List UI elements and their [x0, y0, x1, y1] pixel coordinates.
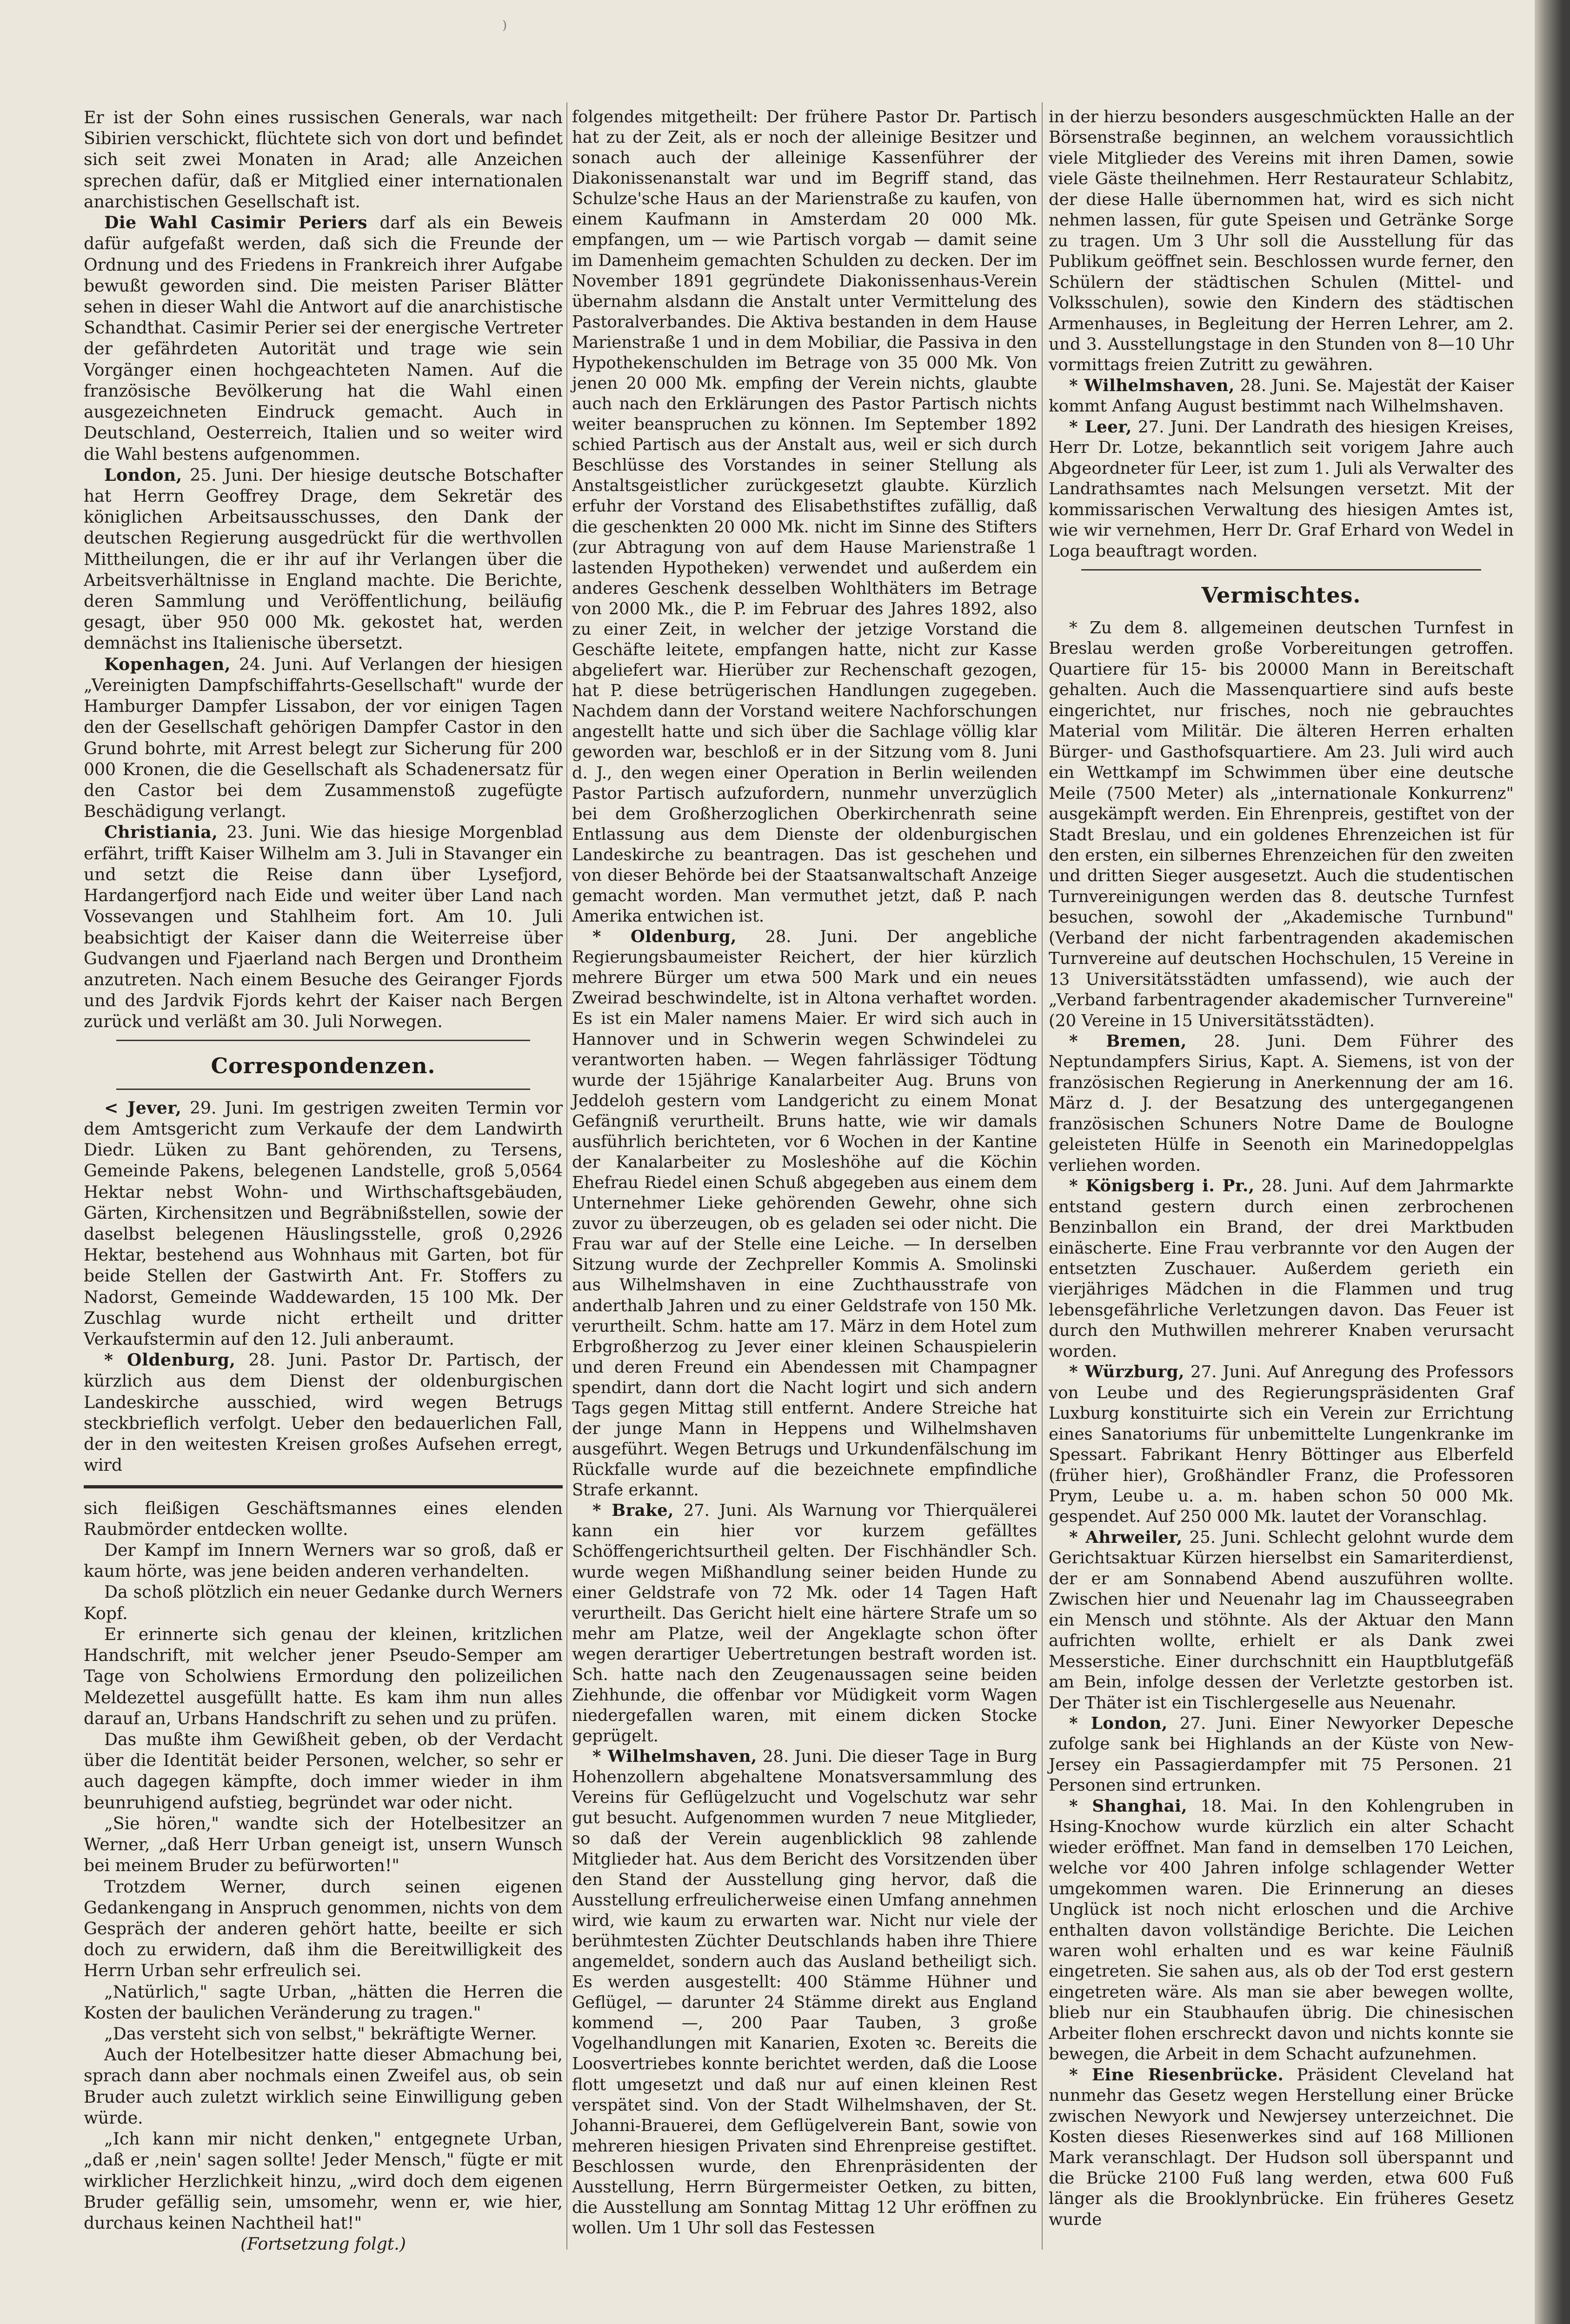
- article: [1049, 376, 1514, 417]
- article-text: folgendes mitgetheilt: Der frühere Pastor Dr. Partisch hat zu der Zeit, als er noch der alleinige Besitzer und sonach auch der alleinige Kassenführer der Diakonissenanstalt war und im Begriff stand, das Schulze'sche Haus an der Marienstraße zu kaufen, von einem Kaufmann in Amsterdam 20 000 Mk. empfangen, um — wie Partisch vorgab — damit seine im Damenheim gemachten Schulden zu decken. Der im November 1891 gegründete Diakonissenhaus-Verein übernahm alsdann die Anstalt unter Vermittelung des Pastoralverbandes. Die Aktiva bestanden in dem Hause Marienstraße 1 und in dem Mobiliar, die Passiva in den Hypothekenschulden im Betrage von 35 000 Mk. Von jenen 20 000 Mk. empfing der Verein nichts, glaubte auch nach den Erklärungen des Pastor Partisch nichts weiter beanspruchen zu können. Im September 1892 schied Partisch aus der Anstalt aus, weil er sich durch Beschlüsse des Vorstandes in seiner Stellung als Anstaltsgeistlicher zurückgesetzt glaubte. Kürzlich erfuhr der Vorstand des Elisabethstiftes zufällig, daß die geschenkten 20 000 Mk. nicht im Sinne des Stifters (zur Abtragung von auf dem Hause Marienstraße 1 lastenden Hypotheken) verwendet und außerdem ein anderes Geschenk desselben Wohlthäters im Betrage von 2000 Mk., die P. im Februar des Jahres 1892, also zu einer Zeit, in welcher der jetzige Vorstand die Geschäfte leitete, empfangen hatte, nicht zur Kasse abgeliefert war. Hierüber zur Rechenschaft gezogen, hat P. diese betrügerischen Handlungen zugegeben. Nachdem dann der Vorstand weitere Nachforschungen angestellt hatte und sich über die Sachlage völlig klar geworden war, beschloß er in der Sitzung vom 8. Juni d. J., den wegen einer Operation in Berlin weilenden Pastor Partisch aufzufordern, nunmehr unverzüglich bei dem Großherzoglichen Oberkirchenrath seine Entlassung aus dem Dienste der oldenburgischen Landeskirche zu beantragen. Das ist geschehen und von dieser Behörde bei der Staatsanwaltschaft Anzeige gemacht worden. Man vermuthet jetzt, daß P. nach Amerika entwichen ist.: [572, 107, 1037, 926]
- feuilleton-text: sich fleißigen Geschäftsmannes eines elenden Raubmörder entdecken wollte.: [84, 1498, 563, 1539]
- article: [84, 654, 563, 822]
- article-heading: * London,: [1069, 1713, 1168, 1733]
- article-text: 27. Juni. Der Landrath des hiesigen Kreises, Herr Dr. Lotze, bekanntlich seit vorigem Jahre auch Abgeordneter für Leer, ist zum 1. Juli als Verwalter des Landrathsamtes nach Melsungen versetzt. Mit der kommissarischen Verwaltung des hiesigen Amtes ist, wie wir vernehmen, Herr Dr. Graf Erhard von Wedel in Loga beauftragt worden.: [1049, 417, 1514, 561]
- article-heading: * Brake,: [592, 1501, 674, 1521]
- article: [84, 465, 563, 654]
- article: [1049, 1796, 1514, 2065]
- article-heading: * Leer,: [1069, 417, 1132, 437]
- feuilleton-text: Trotzdem Werner, durch seinen eigenen Gedankengang in Anspruch genommen, nichts von dem Gespräch der anderen gehört hatte, beeilte er sich doch zu erwidern, daß ihm die Bereitwilligkeit des Herrn Urban sehr erfreulich sei.: [84, 1876, 563, 1981]
- article-text: * Zu dem 8. allgemeinen deutschen Turnfest in Breslau werden große Vorbereitungen getroffen. Quartiere für 15- bis 20000 Mann in Bereitschaft gehalten. Auch die Massenquartiere sind aufs beste eingerichtet, nur frisches, noch nie gebrauchtes Material vom Militär. Die älteren Herren erhalten Bürger- und Gasthofsquartiere. Am 23. Juli wird auch ein Wettkampf im Schwimmen über eine deutsche Meile (7500 Meter) als „internationale Konkurrenz" ausgekämpft werden. Ein Ehrenpreis, gestiftet von der Stadt Breslau, und ein goldenes Ehrenzeichen ist für den ersten, ein silbernes Ehrenzeichen für den zweiten und dritten Sieger ausgesetzt. Auch die studentischen Turnvereinigungen werden das 8. deutsche Turnfest besuchen, sowohl der „Akademische Turnbund" (Verband der nicht farbentragenden akademischen Turnvereine auf deutschen Hochschulen, 15 Vereine in 13 Universitätsstädten umfassend), wie auch der „Verband farbentragender akademischer Turnvereine" (20 Vereine in 15 Universitätsstädten).: [1049, 618, 1514, 1030]
- feuilleton-text: „Natürlich," sagte Urban, „hätten die Herren die Kosten der baulichen Veränderung zu tragen.": [84, 1981, 563, 2023]
- article: [1049, 1713, 1514, 1796]
- article: [1049, 1527, 1514, 1713]
- article-heading: * Shanghai,: [1069, 1796, 1188, 1816]
- column-1: [84, 107, 563, 2254]
- feuilleton-text: „Ich kann mir nicht denken," entgegnete Urban, „daß er ‚nein' sagen sollte! Jeder Mensch," fügte er mit wirklicher Herzlichkeit hinzu, „wird doch dem eigenen Bruder gefällig sein, umsomehr, wenn er, wie hier, durchaus keinen Nachtheil hat!": [84, 2129, 563, 2233]
- article: [84, 1349, 563, 1475]
- feuilleton-text: Das mußte ihm Gewißheit geben, ob der Verdacht über die Identität beider Personen, welcher, so sehr er auch dagegen kämpfte, doch immer wieder in ihm beunruhigend aufstieg, begründet war oder nicht.: [84, 1729, 563, 1813]
- article-text: 24. Juni. Auf Verlangen der hiesigen „Vereinigten Dampfschiffahrts-Gesellschaft" wurde der Hamburger Dampfer Lissabon, der vor einigen Tagen den der Gesellschaft gehörigen Dampfer Castor in den Grund bohrte, mit Arrest belegt zur Sicherung für 200 000 Kronen, die die Gesellschaft als Schadenersatz für den Castor bei dem Zusammenstoß zugefügte Beschädigung verlangt.: [84, 654, 563, 822]
- section-heading: Correspondenzen.: [211, 1053, 436, 1078]
- continuation-note: (Fortsetzung folgt.): [240, 2234, 406, 2254]
- article-heading: * Bremen,: [1069, 1032, 1187, 1051]
- section-rule: [116, 1040, 530, 1041]
- feuilleton-text: „Das versteht sich von selbst," bekräftigte Werner.: [104, 2024, 537, 2044]
- article-heading: London,: [104, 465, 182, 485]
- article-heading: * Wilhelmshaven,: [1069, 376, 1235, 395]
- article-text: 27. Juni. Einer Newyorker Depesche zufolge sank bei Highlands an der Küste von New-Jersey ein Passagierdampfer mit 75 Personen. 21 Personen sind ertrunken.: [1049, 1713, 1514, 1795]
- column-2: [572, 107, 1037, 2238]
- article: [572, 1746, 1037, 2238]
- article-text: 23. Juni. Wie das hiesige Morgenblad erfährt, trifft Kaiser Wilhelm am 3. Juli in Stavanger ein und setzt die Reise dann über Lysefjord, Hardangerfjord nach Eide und weiter über Land nach Vossevangen und Stahlheim fort. Am 10. Juli beabsichtigt der Kaiser dann die Weiterreise über Gudvangen und Fjaerland nach Bergen und Drontheim anzutreten. Nach einem Besuche des Geiranger Fjords und des Jardvik Fjords kehrt der Kaiser nach Bergen zurück und verläßt am 30. Juli Norwegen.: [84, 822, 563, 1032]
- article-text: 25. Juni. Der hiesige deutsche Botschafter hat Herrn Geoffrey Drage, dem Sekretär des königlichen Arbeitsausschusses, den Dank der deutschen Regierung ausgedrückt für die werthvollen Mittheilungen, die er ihr auf ihr Verlangen über die Arbeitsverhältnisse in England machte. Die Berichte, deren Sammlung und Veröffentlichung, beiläufig gesagt, über 950 000 Mk. gekostet hat, werden demnächst ins Italienische übersetzt.: [84, 465, 563, 653]
- section-rule: [116, 1089, 530, 1090]
- feuilleton-divider: [84, 1485, 563, 1488]
- page-edge-shadow: [1535, 0, 1570, 2324]
- article-heading: Christiania,: [104, 822, 218, 843]
- article: [1049, 1031, 1514, 1176]
- article-text: 28. Juni. Se. Majestät der Kaiser kommt Anfang August bestimmt nach Wilhelmshaven.: [1049, 376, 1514, 416]
- article-heading: * Oldenburg,: [104, 1350, 236, 1370]
- article-text: 28. Juni. Die dieser Tage in Burg Hohenzollern abgehaltene Monatsversammlung des Vereins für Geflügelzucht und Vogelschutz war sehr gut besucht. Aufgenommen wurden 7 neue Mitglieder, so daß der Verein augenblicklich 98 zahlende Mitglieder hat. Aus dem Bericht des Vorsitzenden über den Stand der Ausstellung ging hervor, daß die Ausstellung erfreulicherweise einen Umfang annehmen wird, wie kaum zu erwarten war. Nicht nur viele der berühmtesten Züchter Deutschlands haben ihre Thiere angemeldet, sondern auch das Ausland betheiligt sich. Es werden ausgestellt: 400 Stämme Hühner und Geflügel, — darunter 24 Stämme direkt aus England kommend —, 200 Paar Tauben, 3 große Vogelhandlungen mit Kanarien, Exoten ꝛc. Bereits die Loosvertriebes konnte berichtet werden, daß die Loose flott umgesetzt und daß nur auf einen kleinen Rest verspätet sind. Von der Stadt Wilhelmshaven, der St. Johanni-Brauerei, dem Geflügelverein Bant, sowie von mehreren hiesigen Privaten sind Ehrenpreise gestiftet. Beschlossen wurde, den Ehrenpräsidenten der Ausstellung, Herrn Bürgermeister Oetken, zu bitten, die Ausstellung am Sonntag Mittag 12 Uhr eröffnen zu wollen. Um 1 Uhr soll das Festessen: [572, 1747, 1037, 2238]
- article-heading: Die Wahl Casimir Periers: [104, 212, 367, 233]
- article-text: 18. Mai. In den Kohlengruben in Hsing-Knochow wurde kürzlich ein alter Schacht wieder eröffnet. Man fand in demselben 170 Leichen, welche vor 400 Jahren infolge schlagender Wetter umgekommen waren. Die Erinnerung an dieses Unglück ist noch nicht erloschen und die Archive enthalten davon vollständige Berichte. Die Leichen waren wohl erhalten und es war keine Fäulniß eingetreten. Sie sahen aus, als ob der Tod erst gestern eingetreten wäre. Als man sie aber bewegen wollte, blieb nur ein Staubhaufen übrig. Die chinesischen Arbeiter flohen erschreckt davon und nichts konnte sie bewegen, die Arbeit in dem Schacht aufzunehmen.: [1049, 1796, 1514, 2064]
- feuilleton-text: Der Kampf im Innern Werners war so groß, daß er kaum hörte, was jene beiden anderen verhandelten.: [84, 1540, 563, 1581]
- article-heading: * Eine Riesenbrücke.: [1069, 2065, 1284, 2085]
- article: [1049, 417, 1514, 562]
- column-3: [1049, 107, 1514, 2230]
- article-heading: Kopenhagen,: [104, 654, 231, 674]
- article-heading: < Jever,: [104, 1097, 182, 1118]
- feuilleton-text: „Sie hören," wandte sich der Hotelbesitzer an Werner, „daß Herr Urban geneigt ist, unsern Wunsch bei meinem Bruder zu befürworten!": [84, 1813, 563, 1876]
- article-text: Präsident Cleveland hat nunmehr das Gesetz wegen Herstellung einer Brücke zwischen Newyork und Newjersey unterzeichnet. Die Kosten dieses Riesenwerkes sind auf 168 Millionen Mark veranschlagt. Der Hudson soll überspannt und die Brücke 2100 Fuß lang werden, etwa 600 Fuß länger als die Brooklynbrücke. Ein früheres Gesetz wurde: [1049, 2065, 1514, 2229]
- article-heading: * Würzburg,: [1069, 1362, 1185, 1382]
- article-text: 28. Juni. Auf dem Jahrmarkte entstand gestern durch einen zerbrochenen Benzinballon ein Brand, der drei Marktbuden einäscherte. Eine Frau verbrannte vor den Augen der entsetzten Zuschauer. Außerdem gerieth ein vierjähriges Mädchen in die Flammen und trug lebensgefährliche Verletzungen davon. Das Feuer ist durch den Muthwillen mehrerer Knaben verursacht worden.: [1049, 1176, 1514, 1361]
- article-text: 25. Juni. Schlecht gelohnt wurde dem Gerichtsaktuar Kürzen hierselbst ein Samariterdienst, der er am Sonnabend Abend auszuführen wollte. Zwischen hier und Neuenahr lag im Chausseegraben ein Mensch und stöhnte. Als der Aktuar den Mann aufrichten wollte, erhielt er als Dank zwei Messerstiche. Einer durchschnitt ein Hauptblutgefäß am Bein, infolge dessen der Verletzte gestorben ist. Der Thäter ist ein Tischlergeselle aus Neuenahr.: [1049, 1527, 1514, 1713]
- feuilleton-text: Er erinnerte sich genau der kleinen, kritzlichen Handschrift, mit welcher jener Pseudo-Semper am Tage von Scholwiens Ermordung den polizeilichen Meldezettel ausgefüllt hatte. Es kam ihm nun alles darauf an, Urbans Handschrift zu sehen und zu prüfen.: [84, 1624, 563, 1728]
- section-heading: Vermischtes.: [1201, 582, 1361, 608]
- article-heading: * Oldenburg,: [592, 927, 737, 947]
- article-text: Er ist der Sohn eines russischen Generals, war nach Sibirien verschickt, flüchtete sich von dort und befindet sich seit zwei Monaten in Arad; alle Anzeichen sprechen dafür, daß er Mitglied einer internationalen anarchistischen Gesellschaft ist.: [84, 107, 563, 212]
- feuilleton-text: Auch der Hotelbesitzer hatte dieser Abmachung bei, sprach dann aber nochmals einen Zweifel aus, ob sein Bruder auch zuletzt wirklich seine Einwilligung geben würde.: [84, 2045, 563, 2128]
- top-mark: ): [502, 19, 507, 33]
- article-text: darf als ein Beweis dafür aufgefaßt werden, daß sich die Freunde der Ordnung und des Friedens in Frankreich ihrer Aufgabe bewußt geworden sind. Die meisten Pariser Blätter sehen in dieser Wahl die Antwort auf die anarchistische Schandthat. Casimir Perier sei der energische Vertreter der gefährdeten Autorität und trage wie sein Vorgänger einen hochgeachteten Namen. Auf die französische Bevölkerung hat die Wahl einen ausgezeichneten Eindruck gemacht. Auch in Deutschland, Oesterreich, Italien und so weiter wird die Wahl bestens aufgenommen.: [84, 212, 563, 464]
- feuilleton-text: Da schoß plötzlich ein neuer Gedanke durch Werners Kopf.: [84, 1582, 563, 1623]
- section-rule: [1081, 569, 1481, 571]
- article-text: 28. Juni. Der angebliche Regierungsbaumeister Reichert, der hier kürzlich mehrere Bürger um etwa 500 Mark und ein neues Zweirad beschwindelte, ist in Altona verhaftet worden. Es ist ein Maler namens Maier. Er wird sich auch in Hannover und in Schwerin wegen Schwindelei zu verantworten haben. — Wegen fahrlässiger Tödtung wurde der 15jährige Kanalarbeiter Aug. Bruns von Jeddeloh gestern vom Landgericht zu einem Monat Gefängniß verurtheilt. Bruns hatte, wie wir damals ausführlich berichteten, vor 6 Wochen in der Kantine der Kanalarbeiter zu Mosleshöhe auf die Köchin Ehefrau Riedel einen Schuß abgegeben aus einem dem Unternehmer Lieke gehörenden Gewehr, ohne sich zuvor zu überzeugen, ob es geladen sei oder nicht. Die Frau war auf der Stelle eine Leiche. — In derselben Sitzung wurde der Zechpreller Kommis A. Smolinski aus Wilhelmshaven in eine Zuchthausstrafe von anderthalb Jahren und zu einer Geldstrafe von 150 Mk. verurtheilt. Schm. hatte am 17. März in dem Hotel zum Erbgroßherzog zu Jever einer kleinen Schauspielerin und deren Freund ein Abendessen mit Champagner spendirt, dann dort die Nacht logirt und sich andern Tags gegen Mittag still entfernt. Andere Streiche hat der junge Mann in Heppens und Wilhelmshaven ausgeführt. Wegen Betrugs und Urkundenfälschung im Rückfalle wurde auf die bezeichnete empfindliche Strafe erkannt.: [572, 927, 1037, 1500]
- article: [1049, 1176, 1514, 1362]
- article: [84, 1097, 563, 1350]
- article-heading: * Wilhelmshaven,: [592, 1747, 757, 1766]
- column-divider-1: [566, 102, 567, 2250]
- article: [572, 1501, 1037, 1746]
- article: [1049, 1362, 1514, 1527]
- article-text: 28. Juni. Pastor Dr. Partisch, der kürzlich aus dem Dienst der oldenburgischen Landeskirche ausschied, wird wegen Betrugs steckbrieflich verfolgt. Ueber den bedauerlichen Fall, der in den weitesten Kreisen großes Aufsehen erregt, wird: [84, 1350, 563, 1475]
- article: [1049, 2065, 1514, 2231]
- article-text: 29. Juni. Im gestrigen zweiten Termin vor dem Amtsgericht zum Verkaufe der dem Landwirth Diedr. Lüken zu Bant gehörenden, zu Tersens, Gemeinde Pakens, belegenen Landstelle, groß 5,0564 Hektar nebst Wohn- und Wirthschaftsgebäuden, Gärten, Kirchensitzen und Begräbnißstellen, sowie der daselbst belegenen Häuslingsstelle, groß 0,2926 Hektar, bestehend aus Wohnhaus mit Garten, bot für beide Stellen der Gastwirth Ant. Fr. Stoffers zu Nadorst, Gemeinde Waddewarden, 15 100 Mk. Der Zuschlag wurde nicht ertheilt und dritter Verkaufstermin auf den 12. Juli anberaumt.: [84, 1097, 563, 1349]
- article-text: 28. Juni. Dem Führer des Neptundampfers Sirius, Kapt. A. Siemens, ist von der französischen Regierung in Anerkennung der am 16. März d. J. der Besatzung des untergegangenen französischen Schuners Notre Dame de Boulogne geleisteten Hülfe in Seenoth ein Marinedoppelglas verliehen worden.: [1049, 1032, 1514, 1175]
- article-heading: * Ahrweiler,: [1069, 1527, 1183, 1547]
- article-text: 27. Juni. Als Warnung vor Thierquälerei kann ein hier vor kurzem gefälltes Schöffengerichtsurtheil gelten. Der Fischhändler Sch. wurde wegen Mißhandlung seiner beiden Hunde zu einer Geldstrafe von 72 Mk. oder 14 Tagen Haft verurtheilt. Das Gericht hielt eine härtere Strafe um so mehr am Platze, weil der Angeklagte schon öfter wegen derartiger Uebertretungen bestraft worden ist. Sch. hatte nach den Zeugenaussagen seine beiden Ziehhunde, die offenbar vor Müdigkeit vorm Wagen niedergefallen waren, mit einem dicken Stocke geprügelt.: [572, 1501, 1037, 1746]
- article: [84, 822, 563, 1032]
- article-text: in der hierzu besonders ausgeschmückten Halle an der Börsenstraße beginnen, an welchem voraussichtlich viele Mitglieder des Vereins mit ihren Damen, sowie viele Gäste theilnehmen. Herr Restaurateur Schlabitz, der diese Halle übernommen hat, wird es sich nicht nehmen lassen, für gute Speisen und Getränke Sorge zu tragen. Um 3 Uhr soll die Ausstellung für das Publikum geöffnet sein. Beschlossen wurde ferner, den Schülern der städtischen Schulen (Mittel- und Volksschulen), sowie den Kindern des städtischen Armenhauses, in Begleitung der Herren Lehrer, am 2. und 3. Ausstellungstage in den Stunden von 8—10 Uhr vormittags freien Zutritt zu gewähren.: [1049, 107, 1514, 375]
- column-divider-2: [1042, 102, 1043, 2250]
- article: [84, 212, 563, 465]
- article-heading: * Königsberg i. Pr.,: [1069, 1176, 1255, 1196]
- article-text: 27. Juni. Auf Anregung des Professors von Leube und des Regierungspräsidenten Graf Luxburg konstituirte sich ein Verein zur Errichtung eines Sanatoriums für unbemittelte Lungenkranke im Spessart. Fabrikant Henry Böttinger aus Elberfeld (früher hier), Großhändler Franz, die Professoren Prym, Leube u. a. m. haben schon 50 000 Mk. gespendet. Auf 250 000 Mk. lautet der Voranschlag.: [1049, 1362, 1514, 1527]
- article: [572, 927, 1037, 1501]
